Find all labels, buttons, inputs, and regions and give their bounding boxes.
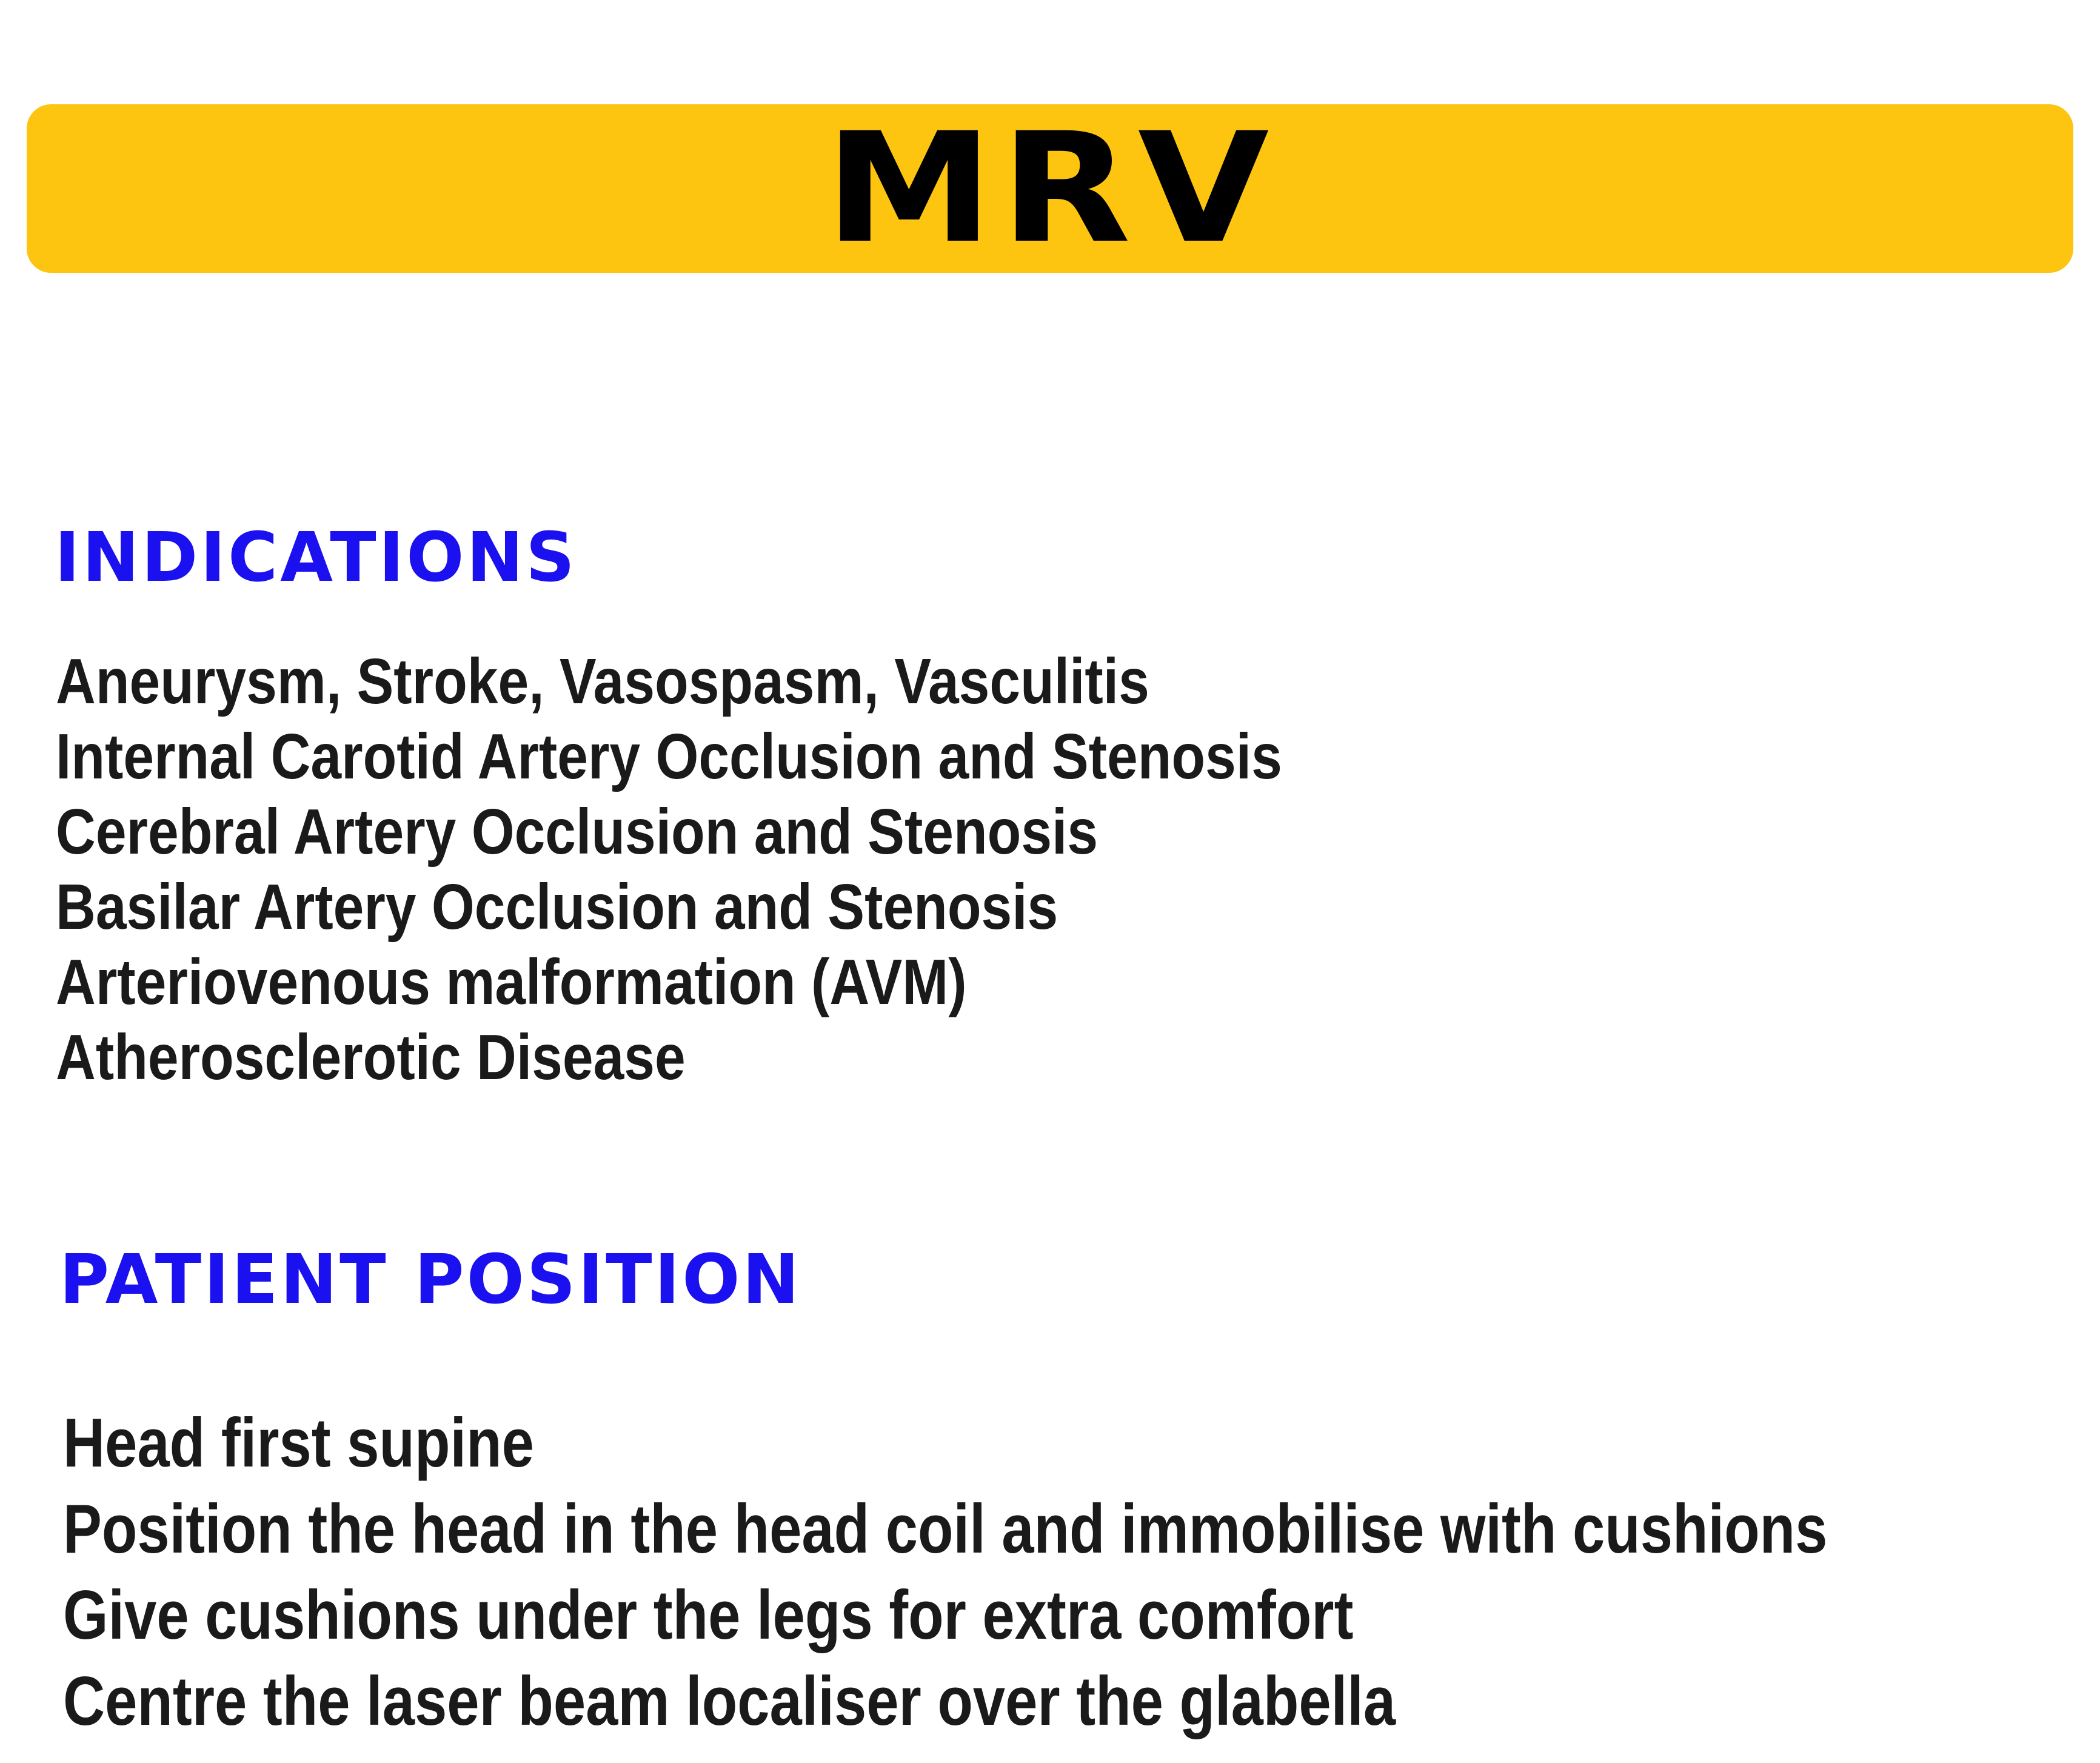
list-item: Atherosclerotic Disease [56, 1022, 686, 1093]
patient-position-list [63, 1400, 1827, 1745]
list-item: Basilar Artery Occlusion and Stenosis [56, 871, 1058, 943]
indications-list [56, 644, 1282, 1095]
list-item: Arteriovenous malformation (AVM) [56, 946, 967, 1018]
list-item: Centre the laser beam localiser over the glabella [63, 1663, 1396, 1740]
page-title: MRV [824, 100, 1276, 276]
list-item: Aneurysm, Stroke, Vasospasm, Vasculitis [56, 646, 1149, 717]
patient-position-heading: PATIENT POSITION [59, 1240, 802, 1319]
list-item: Position the head in the head coil and immobilise with cushions [63, 1491, 1828, 1568]
indications-heading: INDICATIONS [55, 518, 577, 597]
list-item: Head first supine [63, 1405, 534, 1482]
list-item: Cerebral Artery Occlusion and Stenosis [56, 796, 1098, 868]
title-banner [27, 100, 2073, 276]
list-item: Give cushions under the legs for extra comfort [63, 1577, 1354, 1654]
list-item: Internal Carotid Artery Occlusion and Stenosis [56, 721, 1282, 792]
